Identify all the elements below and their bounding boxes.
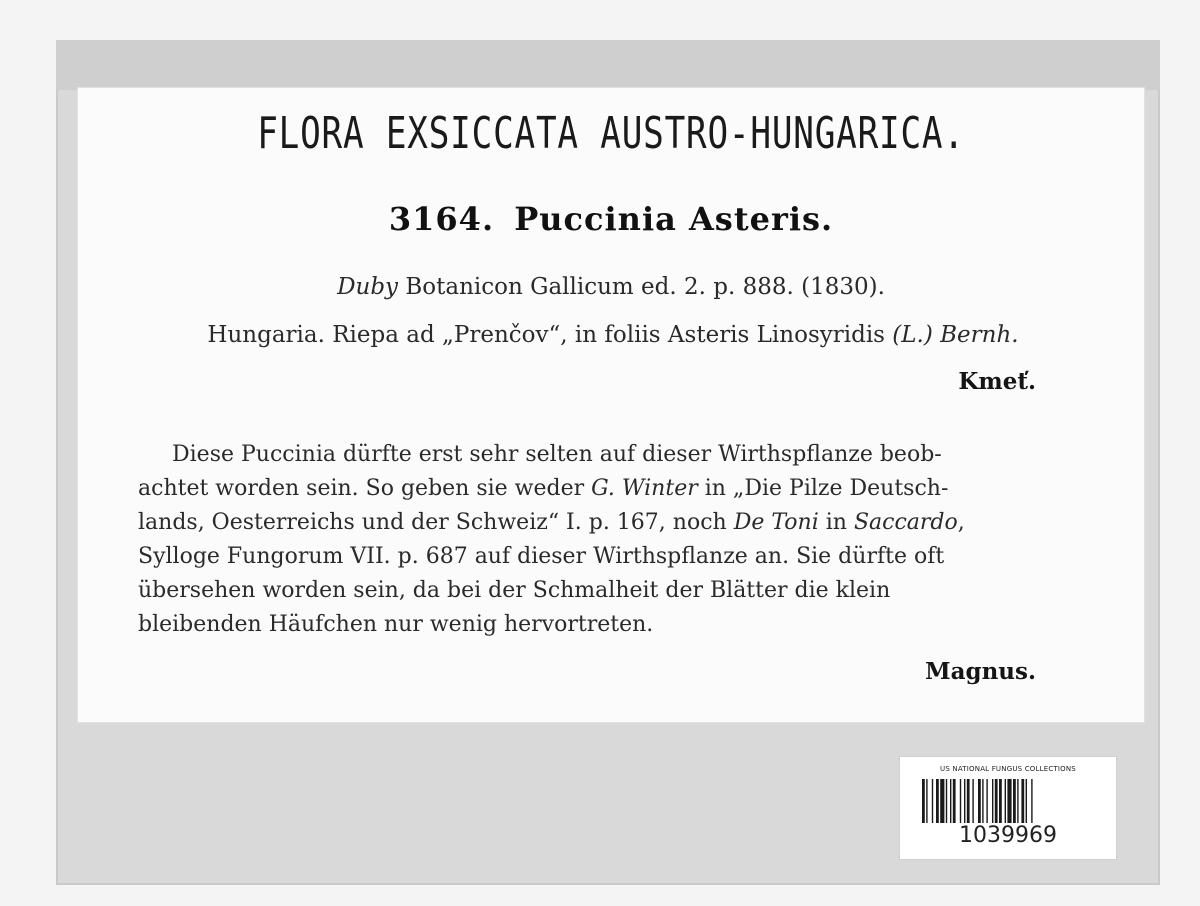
note-text: lands, Oesterreichs und der Schweiz“ I. p. 167, noch bbox=[138, 510, 734, 535]
packet-fold bbox=[56, 40, 1160, 90]
species-number: 3164. bbox=[388, 200, 495, 238]
note-text: bleibenden Häufchen nur wenig hervortreten. bbox=[138, 612, 654, 637]
note-text: achtet worden sein. So geben sie weder bbox=[138, 476, 592, 501]
barcode-bar bbox=[1031, 779, 1032, 823]
barcode-bar bbox=[926, 779, 927, 823]
locality-author: (L.) Bernh. bbox=[892, 322, 1019, 348]
barcode-bar bbox=[1007, 779, 1011, 823]
barcode-bar bbox=[950, 779, 951, 823]
note-text: , bbox=[957, 510, 965, 535]
label-title: FLORA EXSICCATA AUSTRO-HUNGARICA. bbox=[257, 108, 965, 159]
herbarium-label bbox=[78, 88, 1144, 722]
collector-name: Kmeť. bbox=[958, 368, 1036, 395]
barcode-bar bbox=[982, 779, 983, 823]
citation-author: Duby bbox=[337, 274, 399, 300]
locality-text: Hungaria. Riepa ad „Prenčov“, in foliis Asteris Linosyridis bbox=[207, 322, 885, 348]
barcode-bar bbox=[972, 779, 973, 823]
barcode-bar bbox=[946, 779, 947, 823]
barcode-bar bbox=[1013, 779, 1016, 823]
note-text: übersehen worden sein, da bei der Schmalheit der Blätter die klein bbox=[138, 578, 891, 603]
note-line bbox=[138, 506, 1073, 540]
note-line bbox=[138, 608, 1073, 642]
citation-reference: Botanicon Gallicum ed. 2. p. 888. (1830). bbox=[405, 274, 885, 300]
barcode-bar bbox=[967, 779, 970, 823]
note-text: Sylloge Fungorum VII. p. 687 auf dieser Wirthspflanze an. Sie dürfte oft bbox=[138, 544, 945, 569]
barcode-bar bbox=[940, 779, 944, 823]
barcode-bar bbox=[1017, 779, 1018, 823]
note-line bbox=[138, 438, 1073, 472]
label-note bbox=[138, 438, 1073, 642]
note-text: in „Die Pilze Deutsch- bbox=[697, 476, 949, 501]
note-citation-name: Saccardo bbox=[853, 510, 958, 535]
barcode-bar bbox=[995, 779, 998, 823]
barcode-icon bbox=[922, 779, 1094, 823]
barcode-bar bbox=[1026, 779, 1027, 823]
barcode-bar bbox=[960, 779, 961, 823]
barcode-bar bbox=[999, 779, 1002, 823]
note-citation-name: De Toni bbox=[733, 510, 819, 535]
barcode-bar bbox=[964, 779, 965, 823]
barcode-bar bbox=[953, 779, 956, 823]
species-heading bbox=[78, 200, 1144, 238]
citation bbox=[78, 274, 1144, 300]
locality bbox=[108, 322, 1118, 348]
barcode-bar bbox=[978, 779, 981, 823]
note-text: in bbox=[818, 510, 854, 535]
barcode-label bbox=[900, 757, 1116, 859]
note-citation-name: G. Winter bbox=[591, 476, 698, 501]
barcode-bar bbox=[1021, 779, 1024, 823]
barcode-number: 1039969 bbox=[959, 823, 1057, 848]
note-text: Diese Puccinia dürfte erst sehr selten auf dieser Wirthspflanze beob- bbox=[172, 442, 942, 467]
species-name: Puccinia Asteris. bbox=[514, 200, 834, 238]
note-line bbox=[138, 472, 1073, 506]
barcode-bar bbox=[992, 779, 993, 823]
note-signer: Magnus. bbox=[925, 658, 1036, 685]
barcode-bar bbox=[1005, 779, 1006, 823]
barcode-bar bbox=[986, 779, 987, 823]
barcode-caption: US NATIONAL FUNGUS COLLECTIONS bbox=[940, 765, 1076, 773]
barcode-bar bbox=[922, 779, 925, 823]
barcode-bar bbox=[932, 779, 933, 823]
note-line bbox=[138, 574, 1073, 608]
note-line bbox=[138, 540, 1073, 574]
barcode-bar bbox=[936, 779, 939, 823]
